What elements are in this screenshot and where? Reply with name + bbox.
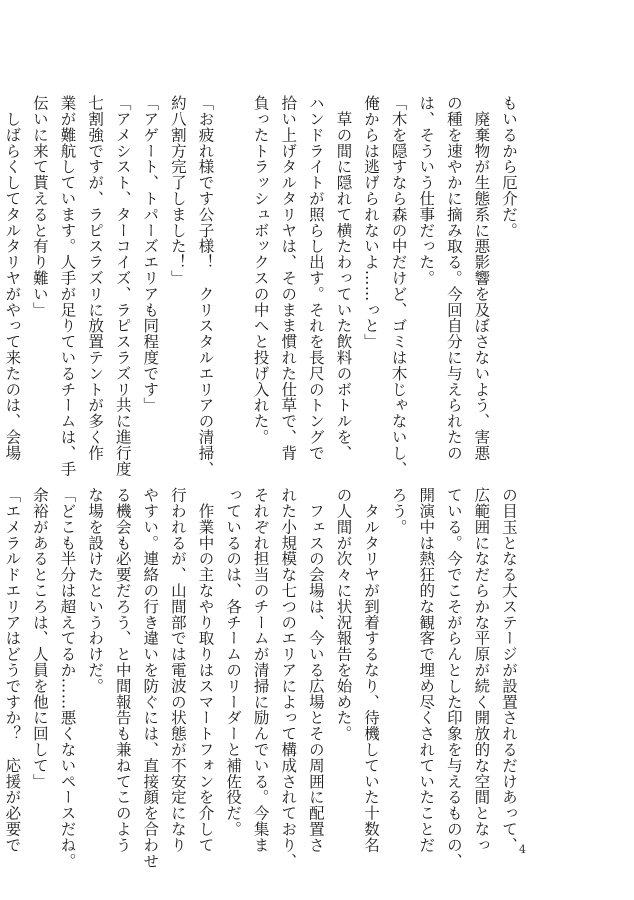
text-line: 「木を隠すなら森の中だけど、ゴミは木じゃないし、	[389, 95, 408, 477]
text-line: 「お疲れ様です公子様！ クリスタルエリアの清掃、	[196, 95, 215, 477]
text-line: タルタリヤが到着するなり、待機していた十数名	[362, 487, 381, 853]
text-line: 草の間に隠れて横たわっていた飲料のボトルを、	[334, 95, 353, 461]
text-line: れた小規模な七つのエリアによって構成されており、	[279, 487, 298, 869]
text-line: の目玉となる大ステージが設置されるだけあって、	[500, 487, 518, 853]
text-line	[218, 95, 246, 395]
text-line: の人間が次々に状況報告を始めた。	[334, 487, 353, 742]
text-line: やすい。連絡の行き違いを防ぐには、直接顔を合わせ	[141, 487, 160, 869]
text-line: 七割強ですが、ラピスラズリに放置テントが多く作	[86, 95, 105, 461]
text-line: 広範囲になだらかな平原が続く開放的な空間となっ	[472, 487, 491, 853]
text-line: ている。今でこそがらんとした印象を与えるものの、	[444, 487, 463, 869]
text-line: しばらくしてタルタリヤがやって来たのは、会場	[3, 95, 22, 461]
text-line: 行われるが、山間部では電波の状態が不安定になり	[168, 487, 187, 853]
text-line: フェスの会場は、今いる広場とその周囲に配置さ	[306, 487, 325, 853]
text-line: 「どこも半分は超えてるか……悪くないペースだね。	[58, 487, 77, 869]
text-line: 「アゲート、トパーズエリアも同程度です」	[141, 95, 160, 413]
text-line: 業が難航しています。人手が足りているチームは、手	[58, 95, 77, 477]
text-line: っているのは、各チームのリーダーと補佐役だ。	[224, 487, 243, 837]
text-line: 開演中は熱狂的な観客で埋め尽くされていたことだ	[417, 487, 436, 853]
text-line: もいるから厄介だ。	[500, 95, 518, 239]
text-line: 負ったトラッシュボックスの中へと投げ入れた。	[251, 95, 270, 445]
text-line: それぞれ担当のチームが清掃に励んでいる。今集ま	[251, 487, 270, 853]
text-line: は、そういう仕事だった。	[417, 95, 436, 286]
text-block-top	[3, 95, 522, 477]
text-line: 俺からは逃げられないよ……っと」	[362, 95, 381, 350]
text-block-bottom	[3, 487, 522, 869]
text-line: 余裕があるところは、人員を他に回して」	[30, 487, 49, 790]
text-line: ろう。	[389, 487, 408, 535]
text-line: 約八割方完了しました！」	[168, 95, 187, 286]
text-line: 拾い上げタルタリヤは、そのまま慣れた仕草で、背	[279, 95, 298, 461]
text-line: の種を速やかに摘み取る。今回自分に与えられたの	[444, 95, 463, 461]
text-line: 伝いに来て貰えると有り難い」	[30, 95, 49, 318]
text-line: る機会も必要だろう、と中間報告も兼ねてこのよう	[113, 487, 132, 853]
text-line: 作業中の主なやり取りはスマートフォンを介して	[196, 487, 215, 853]
text-line: 廃棄物が生態系に悪影響を及ぼさないよう、害悪	[472, 95, 491, 461]
text-line: 「エメラルドエリアはどうですか？ 応援が必要で	[3, 487, 22, 853]
text-line: ハンドライトが照らし出す。それを長尺のトングで	[306, 95, 325, 461]
text-line: な場を設けたというわけだ。	[86, 487, 105, 694]
text-line: 「アメシスト、ターコイズ、ラピスラズリ共に進行度	[113, 95, 132, 477]
page-number: 4	[519, 843, 526, 856]
